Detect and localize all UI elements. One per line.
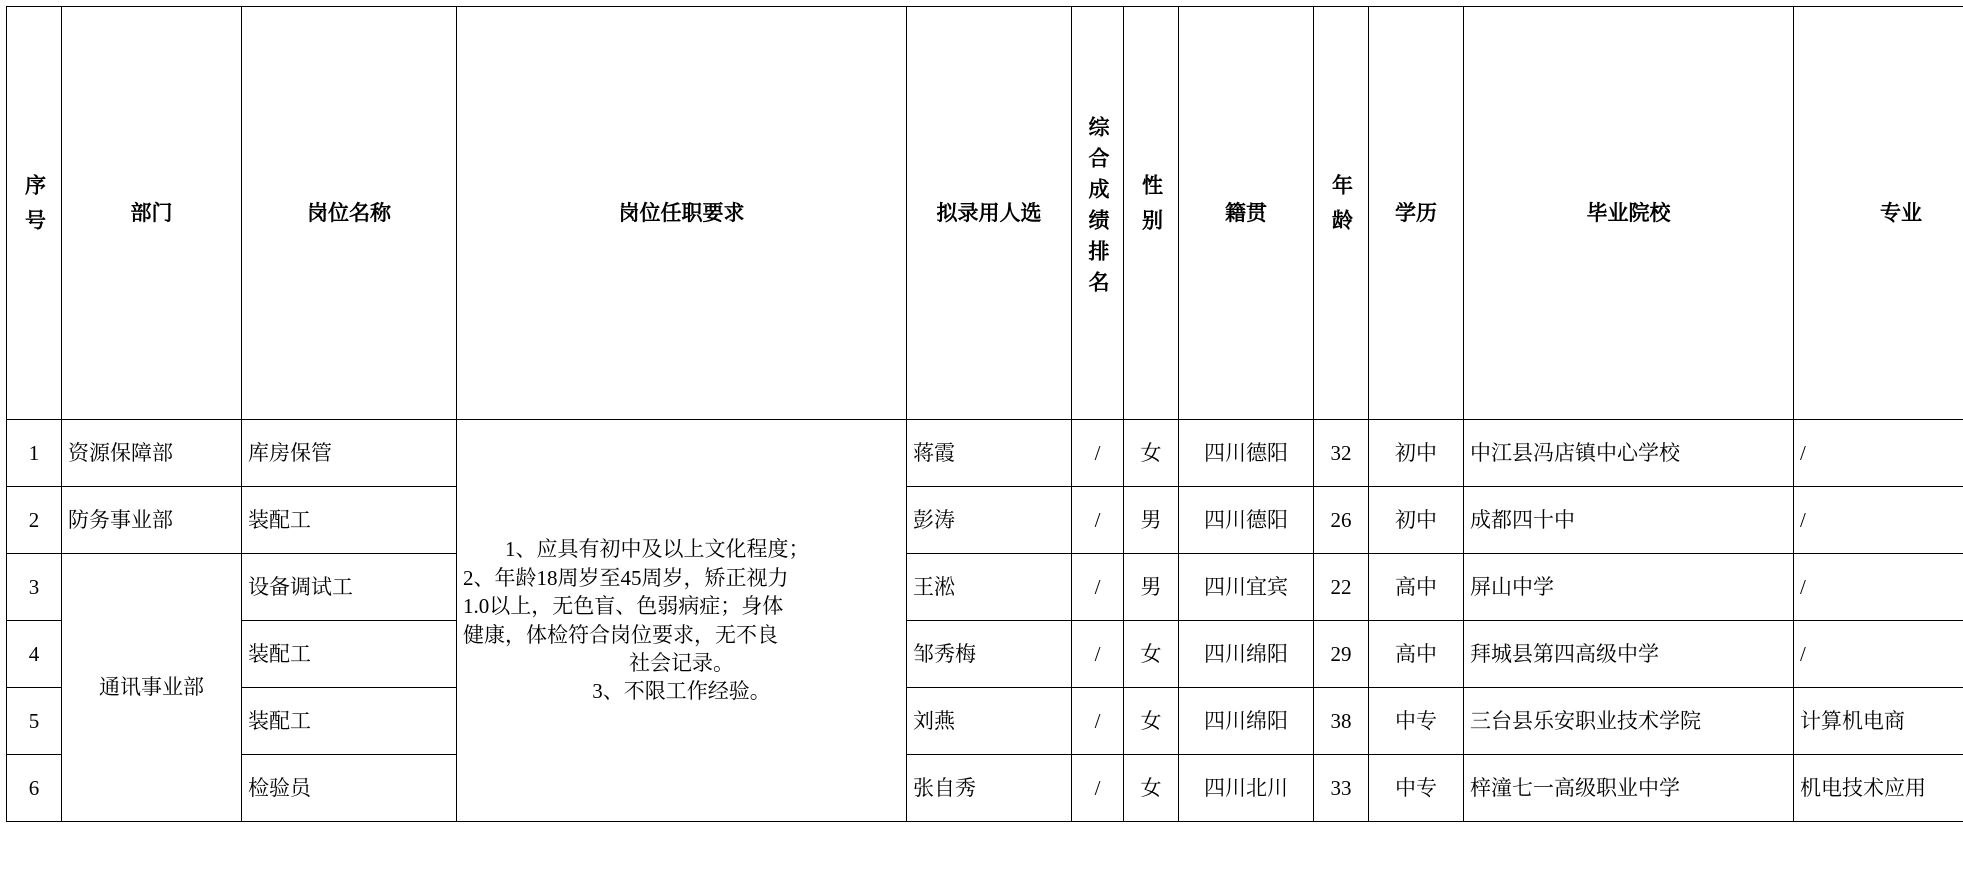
cell-major: / (1794, 554, 1963, 621)
header-cell-dept (62, 7, 242, 420)
cell-origin: 四川北川 (1179, 755, 1314, 822)
cell-major: / (1794, 487, 1963, 554)
cell-age: 22 (1314, 554, 1369, 621)
cell-candidate: 刘燕 (907, 688, 1072, 755)
cell-major: 机电技术应用 (1794, 755, 1963, 822)
cell-sex: 女 (1124, 755, 1179, 822)
cell-age: 33 (1314, 755, 1369, 822)
cell-sex: 男 (1124, 554, 1179, 621)
requirement-line-6: 3、不限工作经验。 (592, 679, 771, 704)
cell-candidate: 王淞 (907, 554, 1072, 621)
cell-requirements (457, 420, 907, 822)
cell-education: 高中 (1369, 554, 1464, 621)
cell-post: 检验员 (242, 755, 457, 822)
header-cell-age (1314, 7, 1369, 420)
cell-education: 初中 (1369, 420, 1464, 487)
cell-age: 29 (1314, 621, 1369, 688)
header-label-rank: 综合成绩排名 (1086, 116, 1111, 303)
cell-major: / (1794, 420, 1963, 487)
header-label-education: 学历 (1395, 200, 1437, 225)
cell-age: 38 (1314, 688, 1369, 755)
table-row (7, 487, 1963, 554)
recruitment-table (6, 6, 1963, 822)
header-label-age: 年龄 (1329, 174, 1354, 245)
header-cell-origin (1179, 7, 1314, 420)
cell-dept: 防务事业部 (62, 487, 242, 554)
header-label-requirements: 岗位任职要求 (618, 200, 745, 225)
cell-dept: 资源保障部 (62, 420, 242, 487)
header-label-major: 专业 (1880, 200, 1922, 225)
cell-post: 装配工 (242, 487, 457, 554)
cell-rank: / (1072, 487, 1124, 554)
cell-sex: 女 (1124, 420, 1179, 487)
header-cell-rank (1072, 7, 1124, 420)
cell-sex: 女 (1124, 621, 1179, 688)
cell-age: 26 (1314, 487, 1369, 554)
header-cell-major (1794, 7, 1963, 420)
cell-major: / (1794, 621, 1963, 688)
cell-education: 初中 (1369, 487, 1464, 554)
header-cell-education (1369, 7, 1464, 420)
cell-candidate: 张自秀 (907, 755, 1072, 822)
cell-origin: 四川绵阳 (1179, 688, 1314, 755)
table-row (7, 420, 1963, 487)
table-row (7, 755, 1963, 822)
cell-origin: 四川德阳 (1179, 420, 1314, 487)
cell-candidate: 邹秀梅 (907, 621, 1072, 688)
cell-rank: / (1072, 688, 1124, 755)
table-row (7, 688, 1963, 755)
table-header-row (7, 7, 1963, 420)
header-label-school: 毕业院校 (1586, 200, 1671, 225)
header-cell-candidate (907, 7, 1072, 420)
requirement-line-1: 1、应具有初中及以上文化程度； (505, 537, 810, 562)
cell-origin: 四川宜宾 (1179, 554, 1314, 621)
cell-seq: 3 (7, 554, 62, 621)
cell-rank: / (1072, 755, 1124, 822)
header-label-seq: 序号 (22, 174, 47, 245)
cell-seq: 6 (7, 755, 62, 822)
cell-seq: 1 (7, 420, 62, 487)
cell-rank: / (1072, 621, 1124, 688)
cell-school: 中江县冯店镇中心学校 (1464, 420, 1794, 487)
header-cell-seq (7, 7, 62, 420)
header-label-sex: 性别 (1139, 174, 1164, 245)
cell-rank: / (1072, 420, 1124, 487)
cell-post: 装配工 (242, 688, 457, 755)
header-cell-requirements (457, 7, 907, 420)
header-cell-school (1464, 7, 1794, 420)
cell-dept-merged: 通讯事业部 (62, 554, 242, 822)
cell-post: 装配工 (242, 621, 457, 688)
header-label-dept: 部门 (130, 200, 173, 225)
requirement-line-5: 社会记录。 (629, 650, 734, 675)
cell-education: 高中 (1369, 621, 1464, 688)
cell-education: 中专 (1369, 688, 1464, 755)
cell-school: 三台县乐安职业技术学院 (1464, 688, 1794, 755)
cell-post: 设备调试工 (242, 554, 457, 621)
cell-sex: 女 (1124, 688, 1179, 755)
cell-age: 32 (1314, 420, 1369, 487)
cell-candidate: 蒋霞 (907, 420, 1072, 487)
cell-seq: 5 (7, 688, 62, 755)
cell-school: 拜城县第四高级中学 (1464, 621, 1794, 688)
cell-origin: 四川绵阳 (1179, 621, 1314, 688)
cell-post: 库房保管 (242, 420, 457, 487)
requirement-line-3: 1.0以上，无色盲、色弱病症；身体 (463, 594, 784, 619)
header-label-candidate: 拟录用人选 (936, 200, 1042, 225)
table-row (7, 554, 1963, 621)
cell-sex: 男 (1124, 487, 1179, 554)
requirement-line-2: 2、年龄18周岁至45周岁，矫正视力 (463, 565, 789, 590)
cell-seq: 2 (7, 487, 62, 554)
cell-origin: 四川德阳 (1179, 487, 1314, 554)
table-row (7, 621, 1963, 688)
cell-school: 梓潼七一高级职业中学 (1464, 755, 1794, 822)
cell-seq: 4 (7, 621, 62, 688)
header-label-post: 岗位名称 (307, 200, 391, 225)
header-cell-sex (1124, 7, 1179, 420)
cell-school: 成都四十中 (1464, 487, 1794, 554)
cell-rank: / (1072, 554, 1124, 621)
header-label-origin: 籍贯 (1225, 200, 1267, 225)
cell-candidate: 彭涛 (907, 487, 1072, 554)
cell-school: 屏山中学 (1464, 554, 1794, 621)
cell-education: 中专 (1369, 755, 1464, 822)
header-cell-post (242, 7, 457, 420)
cell-major: 计算机电商 (1794, 688, 1963, 755)
requirement-line-4: 健康，体检符合岗位要求，无不良 (463, 622, 778, 647)
